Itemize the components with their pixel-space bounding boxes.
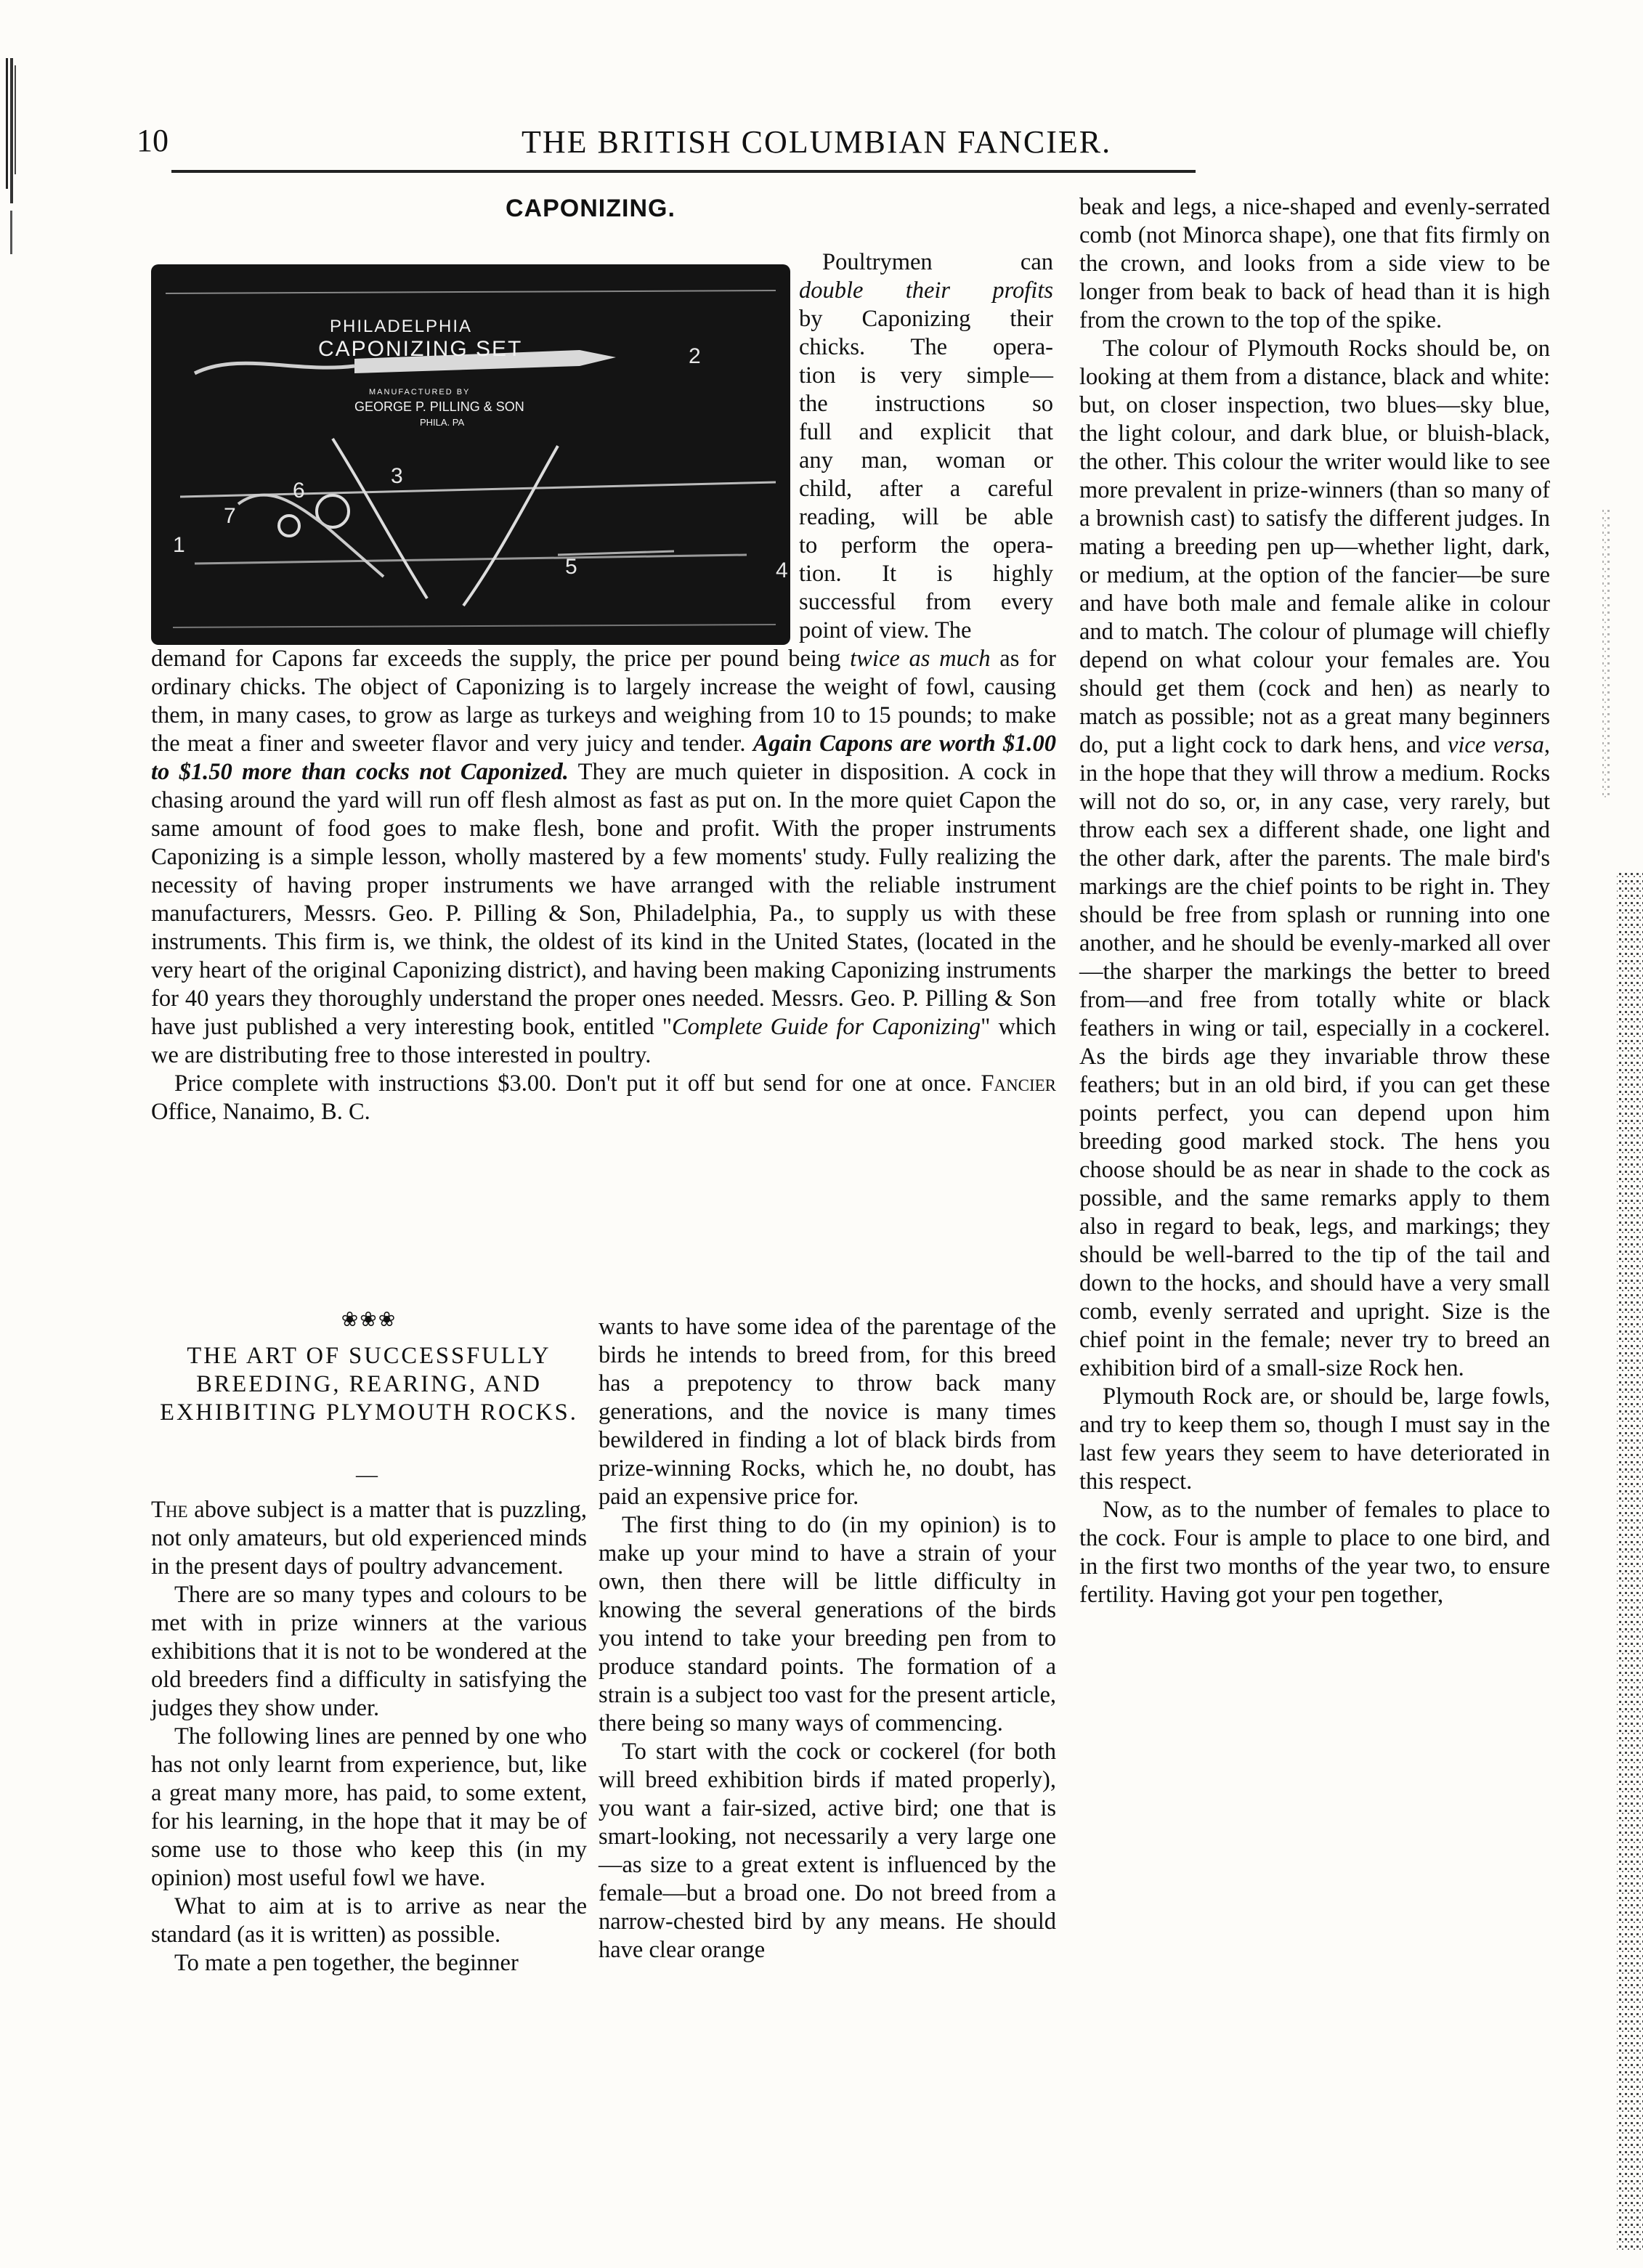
text-run: They are much quieter in disposition. A cock in chasing around the yard will run off flesh almost as fast as put on. In the more quiet Capon the same amount of food goes to make flesh, bone and profit. With the proper instruments Caponizing is a simple lesson, wholly mastered by a few moments' study. Fully realizing the necessity of having proper instruments we have arranged with the reliable instrument manufacturers, Messrs. Geo. P. Pilling & Son, Philadelphia, Pa., to supply us with these instruments. This firm is, we think, the oldest of its kind in the United States, (located in the very heart of the original Caponizing district), and having been making Caponizing instruments for 40 years they thoroughly understand the proper ones needed. Messrs. Geo. P. Pilling & Son have just published a very interesting book, entitled " xyxy=(151,759,1056,1040)
narrow-line: point of view. The xyxy=(799,617,972,643)
caponizing-body xyxy=(151,645,1056,1126)
book-title: Complete Guide for Caponizing xyxy=(671,1014,981,1040)
text-run: Office, Nanaimo, B. C. xyxy=(151,1099,370,1125)
text-run: above subject is a matter that is puzzling, not only amateurs, but old experienced minds in the present days of poultry advancement. xyxy=(151,1497,587,1580)
text-run: Fancier xyxy=(981,1070,1056,1097)
text-run: demand for Capons far exceeds the supply, the price per pound being xyxy=(151,646,851,672)
narrow-line: any man, woman or xyxy=(799,447,1053,473)
narrow-line: Poultrymen can xyxy=(822,249,1053,275)
article-paragraph: There are so many types and colours to be met with in prize winners at the various exhibitions that it is not to be wondered at the old breeders find a difficulty in satisfying the judges they show under. xyxy=(151,1582,587,1721)
narrow-line: tion is very simple— xyxy=(799,362,1053,389)
page-number: 10 xyxy=(137,123,169,158)
article-paragraph: To mate a pen together, the beginner xyxy=(174,1950,519,1976)
publication-title: THE BRITISH COLUMBIAN FANCIER. xyxy=(522,124,1112,160)
instrument-number: 2 xyxy=(689,344,701,368)
price-paragraph xyxy=(151,1070,1056,1126)
narrow-lines xyxy=(799,248,1053,645)
caponizing-narrow-column xyxy=(799,248,1053,645)
narrow-line: full and explicit that xyxy=(799,419,1053,445)
instrument-number: 5 xyxy=(565,555,577,579)
instrument-number: 4 xyxy=(776,558,788,582)
emphasis: vice versa xyxy=(1447,732,1544,758)
narrow-line: reading, will be able xyxy=(799,504,1053,530)
illustration-line1: PHILADELPHIA xyxy=(330,317,473,336)
narrow-line: child, after a careful xyxy=(799,476,1053,502)
emphasis: twice as much xyxy=(850,646,991,672)
article-paragraph: To start with the cock or cockerel (for both will breed exhibition birds if mated properly), you want a fair-sized, active bird; one that is smart-looking, not necessarily a very large one—as size to a great extent is influenced by the female—but a broad one. Do not breed from a narrow-chested bird by any means. He should have clear orange xyxy=(599,1739,1056,1963)
illustration-line2: CAPONIZING SET xyxy=(318,337,523,361)
caponizing-set-illustration xyxy=(151,264,790,645)
instrument-number: 3 xyxy=(391,464,403,488)
illustration-maker: GEORGE P. PILLING & SON xyxy=(354,399,524,414)
article-column-3 xyxy=(1079,193,1550,1609)
header-rule xyxy=(171,170,1196,173)
article-column-2 xyxy=(599,1313,1056,1964)
narrow-line: chicks. The opera- xyxy=(799,334,1053,360)
text-run: " which we are distributing free to those interested in poultry. xyxy=(151,1014,1056,1068)
article-paragraph: beak and legs, a nice-shaped and evenly-serrated comb (not Minorca shape), one that fits firmly on the crown, and looks from a side view to be longer from beak to back of head than it is high from the crown to the top of the spike. xyxy=(1079,194,1550,333)
lead-word: The xyxy=(151,1497,188,1523)
narrow-line: double their profits xyxy=(799,277,1053,304)
ornament-icon: ❀❀❀ xyxy=(341,1309,397,1331)
text-run: as for ordinary chicks. The object of Caponizing is to largely increase the weight of fowl, causing them, in many cases, to grow as large as turkeys and weighing from 10 to 15 pounds; to make the meat a finer and sweeter flavor and very juicy and tender. xyxy=(151,646,1056,757)
article-paragraph: The following lines are penned by one who has not only learnt from experience, but, like a great many more, has paid, to some extent, for his learning, in the hope that it may be of some use to those who keep this (in my opinion) most useful fowl we have. xyxy=(151,1723,587,1891)
article-paragraph: Now, as to the number of females to place to the cock. Four is ample to place to one bird, and in the first two months of the year two, to ensure fertility. Having got your pen together, xyxy=(1079,1497,1550,1608)
instrument-number: 6 xyxy=(293,479,305,503)
article-paragraph xyxy=(1079,335,1550,1383)
scan-edge-texture xyxy=(1595,508,1643,2251)
article-title: THE ART OF SUCCESSFULLY BREEDING, REARING, AND EXHIBITING PLYMOUTH ROCKS. xyxy=(160,1343,578,1426)
emphasis-strong: Again Capons are worth $1.00 to $1.50 more than cocks not Caponized. xyxy=(151,731,1057,785)
instrument-number: 7 xyxy=(224,504,236,528)
narrow-line: the instructions so xyxy=(799,391,1053,417)
article-paragraph: What to aim at is to arrive as near the standard (as it is written) as possible. xyxy=(151,1893,587,1948)
article-column-1 xyxy=(151,1496,587,1978)
narrow-line: by Caponizing their xyxy=(799,306,1053,332)
caponizing-heading: CAPONIZING. xyxy=(506,195,676,222)
instrument-number: 1 xyxy=(173,533,185,557)
illustration-maker-line: MANUFACTURED BY xyxy=(369,388,471,397)
illustration-city: PHILA. PA xyxy=(420,417,465,428)
text-run: , in the hope that they will throw a medium. Rocks will not do so, or, in any case, very rarely, but throw each sex a different shade, one light and the other dark, after the parents. The male bird's markings are the chief points to be right in. They should be free from splash or running into one another, and he should be evenly-marked all over—the sharper the markings the better to breed from—and free from totally white or black feathers in wing or tail, especially in a cockerel. As the birds age they invariable throw these feathers; but in an old bird, if you can get these points perfect, you can depend upon him breeding good marked stock. The hens you choose should be as near in shade to the cock as possible, and the same remarks apply to them also in regard to beak, legs, and markings; they should be well-barred to the tip of the tail and down to the hocks, and should have a very small comb, evenly serrated and upright. Size is the chief point in the female; never try to breed an exhibition bird of a small-size Rock hen. xyxy=(1079,732,1550,1381)
text-run: Price complete with instructions $3.00. Don't put it off but send for one at once. xyxy=(174,1070,981,1097)
narrow-line: tion. It is highly xyxy=(799,561,1053,587)
title-dash: — xyxy=(356,1463,378,1487)
narrow-line: to perform the opera- xyxy=(799,532,1053,558)
article-paragraph: wants to have some idea of the parentage of the birds he intends to breed from, for this breed has a prepotency to throw back many generations, and the novice is many times bewildered in finding a lot of black birds from prize-winning Rocks, which he, no doubt, has paid an expensive price for. xyxy=(599,1314,1056,1510)
article-paragraph xyxy=(151,1496,587,1581)
article-paragraph: The first thing to do (in my opinion) is to make up your mind to have a strain of your own, then there will be little difficulty in knowing the several generations of the birds you intend to take your breeding pen from to produce standard points. The formation of a strain is a subject too vast for the present article, there being so many ways of commencing. xyxy=(599,1512,1056,1736)
scan-edge-marks xyxy=(4,58,19,261)
narrow-line: successful from every xyxy=(799,589,1053,615)
article-ornament xyxy=(151,1307,587,1332)
article-paragraph: Plymouth Rock are, or should be, large fowls, and try to keep them so, though I must say in the last few years they seem to have deteriorated in this respect. xyxy=(1079,1383,1550,1495)
caponizing-paragraph xyxy=(151,645,1056,1070)
text-run: The colour of Plymouth Rocks should be, on looking at them from a distance, black and white: but, on closer inspection, two blues—sky blue, the light colour, and dark blue, or bluish-black, the other. This colour the writer would like to see more prevalent in prize-winners (than so many of a brownish cast) to satisfy the different judges. In mating a breeding pen up—whether light, dark, or medium, at the option of the fancier—be sure and have both male and female alike in colour and to match. The colour of plumage will chiefly depend on what colour your females are. You should get them (cock and hen) as nearly to match as possible; not as a great many beginners do, put a light cock to dark hens, and xyxy=(1079,336,1550,758)
